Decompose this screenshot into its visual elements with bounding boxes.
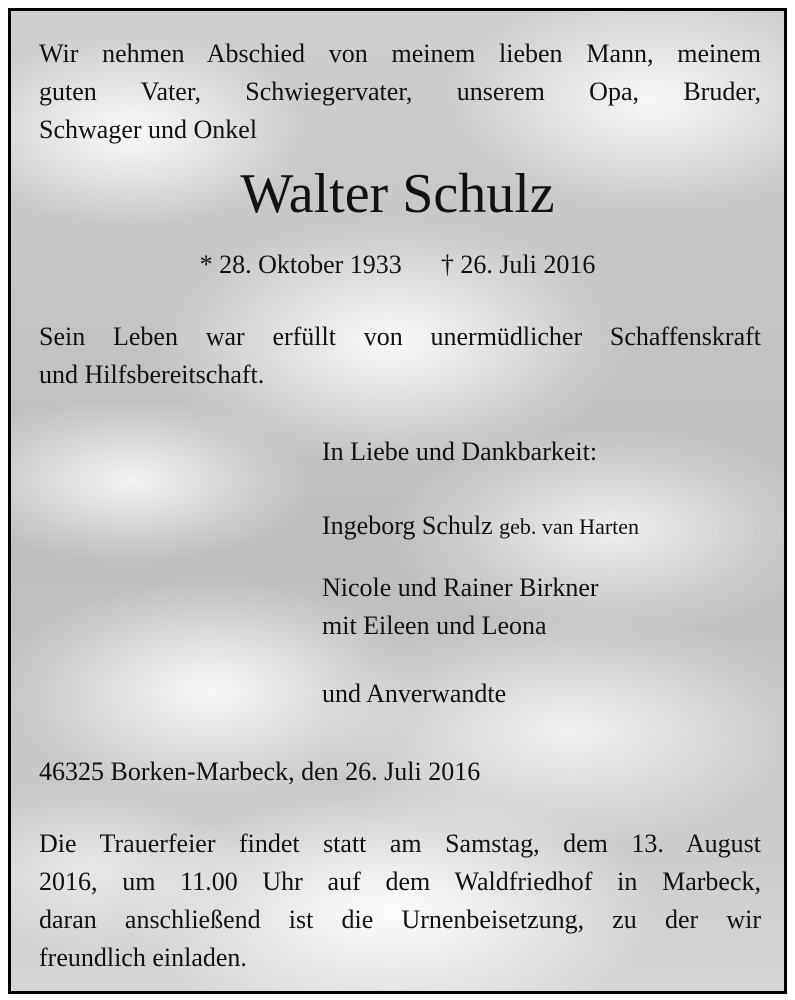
- intro-text: [39, 35, 761, 149]
- spouse-maiden-name: geb. van Harten: [499, 514, 640, 539]
- deceased-name: Walter Schulz: [240, 163, 555, 225]
- birth-date: * 28. Oktober 1933: [199, 250, 402, 279]
- place-date: 46325 Borken-Marbeck, den 26. Juli 2016: [39, 757, 481, 786]
- family-line-1: Nicole und Rainer Birkner: [322, 573, 599, 602]
- family-line-2: mit Eileen und Leona: [322, 611, 547, 640]
- service-line-2: 2016, um 11.00 Uhr auf dem Waldfriedhof in Marbeck,: [39, 867, 761, 896]
- service-line-3: daran anschließend ist die Urnenbeisetzung, zu der wir: [39, 905, 761, 934]
- service-text: [39, 825, 761, 977]
- family-entry: [322, 569, 599, 645]
- death-date: † 26. Juli 2016: [440, 250, 596, 279]
- tribute-line-2: und Hilfsbereitschaft.: [39, 360, 265, 389]
- intro-line-1: Wir nehmen Abschied von meinem lieben Mann, meinem: [39, 39, 761, 68]
- spouse-entry: [322, 507, 639, 546]
- obituary-notice: [8, 8, 787, 994]
- intro-line-3: Schwager und Onkel: [39, 115, 258, 144]
- life-dates: [11, 248, 784, 282]
- service-line-4: freundlich einladen.: [39, 943, 247, 972]
- intro-line-2: guten Vater, Schwiegervater, unserem Opa, Bruder,: [39, 77, 761, 106]
- spouse-name: Ingeborg Schulz: [322, 511, 493, 540]
- tribute-line-1: Sein Leben war erfüllt von unermüdlicher Schaffenskraft: [39, 322, 761, 351]
- service-line-1: Die Trauerfeier findet statt am Samstag, dem 13. August: [39, 829, 761, 858]
- relatives-entry: und Anverwandte: [322, 679, 507, 708]
- tribute-text: [39, 318, 761, 394]
- mourners-heading: In Liebe und Dankbarkeit:: [322, 437, 598, 466]
